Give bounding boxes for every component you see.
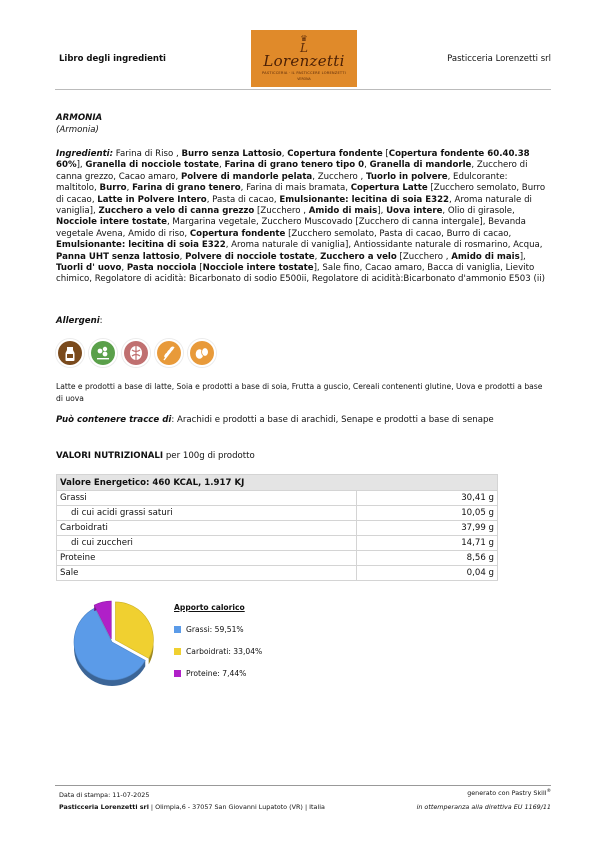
traces-text: : Arachidi e prodotti a base di arachidi, Senape e prodotti a base di senape (171, 415, 494, 425)
ingredients-list (56, 149, 545, 284)
allergen-ingredient: Zucchero a velo (320, 251, 397, 262)
allergens-colon: : (99, 316, 103, 326)
header-divider (55, 89, 551, 90)
footer-divider (55, 785, 551, 786)
ingredient-text: , (121, 263, 127, 274)
ingredient-text: , Aroma naturale di vaniglia], (56, 194, 532, 217)
registered-mark: ® (546, 789, 551, 794)
allergen-ingredient: Granella di nocciole tostate (85, 160, 220, 171)
nuts-allergen-icon (122, 339, 150, 367)
nutrient-value: 8,56 g (357, 551, 498, 566)
ingredient-text: [Zucchero semolato, Pasta di cacao, Burro di cacao, (285, 228, 512, 239)
logo-tagline: PASTICCERIA · IL PASTICCERE LORENZETTI (262, 71, 346, 75)
ingredients-label: Ingredienti: (56, 149, 114, 159)
allergen-ingredient: Zucchero a velo di canna grezzo (98, 206, 255, 217)
nutrition-row (57, 491, 498, 506)
allergen-ingredient: Amido di mais (451, 251, 520, 262)
logo-location: VERONA (297, 77, 311, 81)
nutrient-value: 10,05 g (357, 506, 498, 521)
calorie-pie-chart (68, 590, 168, 694)
allergen-ingredient: Emulsionante: lecitina di soia E322 (279, 194, 450, 205)
nutrient-label: Carboidrati (57, 521, 357, 536)
nutrition-table (56, 474, 498, 581)
allergen-ingredient: Copertura fondente (287, 149, 383, 159)
ingredient-text: , (126, 183, 133, 194)
allergen-ingredient: Uova intere (386, 206, 443, 217)
allergen-ingredient: Copertura fondente (189, 228, 286, 239)
egg-allergen-icon (188, 339, 216, 367)
ingredient-text: [Zucchero , (396, 251, 452, 262)
product-name: ARMONIA (56, 113, 103, 123)
ingredient-text: , Zucchero , (312, 171, 367, 182)
ingredient-text: , Zucchero di canna grezzo, Cacao amaro, (56, 160, 528, 182)
allergen-ingredient: Nocciole intere tostate (202, 263, 314, 274)
allergen-ingredient: Copertura fondente 60.40.38 60% (56, 149, 530, 171)
pie-svg (68, 590, 168, 690)
ingredient-text: [ (382, 149, 389, 159)
print-date: Data di stampa: 11-07-2025 (59, 791, 150, 799)
ingredient-text: ], (377, 206, 387, 217)
nutrition-row (57, 536, 498, 551)
logo-monogram: L (300, 41, 308, 55)
nutrient-label: di cui acidi grassi saturi (57, 506, 357, 521)
legend-swatch (174, 626, 181, 633)
document-title: Libro degli ingredienti (59, 54, 166, 64)
footer-company-address (59, 803, 325, 811)
legend-swatch (174, 648, 181, 655)
nutrient-label: Sale (57, 566, 357, 581)
regulation-note: in ottemperanza alla direttiva EU 1169/11 (416, 803, 551, 811)
legend-item-proteine (174, 669, 246, 678)
nutrient-value: 37,99 g (357, 521, 498, 536)
ingredient-text: , (364, 160, 370, 171)
generator-credit (467, 789, 551, 797)
nutrient-label: Proteine (57, 551, 357, 566)
ingredient-text: , Olio di girasole, (442, 206, 515, 217)
ingredient-text: [Zucchero semolato, Burro di cacao, (56, 183, 546, 205)
nutrient-value: 30,41 g (357, 491, 498, 506)
nutrition-row (57, 566, 498, 581)
traces-label: Può contenere tracce di (56, 415, 172, 425)
crown-icon: ♛ (300, 34, 308, 43)
milk-allergen-icon (56, 339, 84, 367)
allergen-ingredient: Emulsionante: lecitina di soia E322 (56, 240, 226, 251)
allergen-ingredient: Tuorli d' uovo (56, 263, 122, 274)
allergen-ingredient: Farina di grano tenero (132, 183, 241, 194)
logo-name: Lorenzetti (263, 52, 345, 70)
legend-label: Proteine: 7,44% (186, 669, 247, 678)
nutrition-row (57, 506, 498, 521)
nutrition-row (57, 521, 498, 536)
ingredient-text: ], Sale fino, Cacao amaro, Bacca di vaniglia, Lievito chimico, Regolatore di acidità: Bicarbonato di sodio E500ii, Regolatore di acidità:Bicarbonato d'ammonio E503 (ii) (56, 263, 545, 285)
ingredient-text: [Zucchero , (254, 206, 309, 217)
ingredient-text: , Pasta di cacao, (206, 194, 280, 205)
ingredients-paragraph (56, 149, 548, 286)
legend-label: Grassi: 59,51% (186, 625, 244, 634)
allergens-label: Allergeni (56, 316, 100, 326)
ingredient-text: , (281, 149, 288, 159)
ingredient-text: ], (76, 160, 86, 171)
nutrient-label: Grassi (57, 491, 357, 506)
allergen-ingredient: Latte in Polvere Intero (97, 194, 207, 205)
allergen-ingredient: Nocciole intere tostate (56, 217, 167, 228)
header-company: Pasticceria Lorenzetti srl (447, 54, 551, 64)
legend-swatch (174, 670, 181, 677)
energy-row (57, 475, 498, 491)
ingredient-text: [ (196, 263, 203, 274)
allergen-ingredient: Burro senza Lattosio (181, 149, 282, 159)
generator-text: generato con Pastry Skill (467, 789, 547, 798)
allergen-ingredient: Granella di mandorle (369, 160, 472, 171)
traces-statement (56, 415, 548, 425)
ingredient-text: ], (519, 251, 526, 262)
ingredient-text: , Farina di mais bramata, (240, 183, 351, 194)
footer-address: | Olimpia,6 - 37057 San Giovanni Lupatoto (VR) | Italia (148, 803, 325, 811)
allergen-ingredient: Polvere di nocciole tostate (185, 251, 315, 262)
legend-label: Carboidrati: 33,04% (186, 647, 263, 656)
nutrition-title-suffix: per 100g di prodotto (163, 451, 255, 461)
nutrition-row (57, 551, 498, 566)
ingredient-text: , Margarina vegetale, Zucchero Muscovado [Zucchero di canna intergale], Bevanda vegetale Avena, Amido di riso, (56, 217, 526, 239)
nutrient-value: 0,04 g (357, 566, 498, 581)
ingredient-text: , Aroma naturale di vaniglia], Antiossidante naturale di rosmarino, Acqua, (225, 240, 543, 251)
allergen-ingredient: Farina di grano tenero tipo 0 (224, 160, 365, 171)
legend-item-grassi (174, 625, 244, 634)
allergen-ingredient: Amido di mais (308, 206, 378, 217)
ingredient-text: , (219, 160, 225, 171)
allergen-ingredient: Tuorlo in polvere (366, 171, 448, 182)
ingredient-text: , (179, 251, 186, 262)
allergens-list: Latte e prodotti a base di latte, Soia e prodotti a base di soia, Frutta a guscio, Cereali contenenti glutine, Uova e prodotti a base di uova (56, 382, 543, 403)
footer-company: Pasticceria Lorenzetti srl (59, 803, 149, 811)
allergens-heading (56, 316, 103, 326)
product-subtitle: (Armonia) (56, 125, 99, 135)
ingredient-text: , Edulcorante: maltitolo, (56, 171, 508, 194)
allergen-ingredient: Pasta nocciola (126, 263, 197, 274)
ingredient-text: Farina di Riso , (113, 149, 182, 159)
gluten-allergen-icon (155, 339, 183, 367)
company-logo (251, 30, 357, 87)
legend-item-carboidrati (174, 647, 262, 656)
allergen-ingredient: Polvere di mandorle pelata (180, 171, 313, 182)
nutrient-value: 14,71 g (357, 536, 498, 551)
allergen-ingredient: Copertura Latte (350, 183, 428, 194)
chart-title: Apporto calorico (174, 603, 245, 612)
ingredient-text: , (314, 251, 321, 262)
nutrition-heading (56, 451, 255, 461)
allergen-ingredient: Panna UHT senza lattosio (56, 251, 180, 262)
nutrition-title: VALORI NUTRIZIONALI (56, 451, 164, 461)
allergen-ingredient: Burro (99, 183, 127, 194)
nutrient-label: di cui zuccheri (57, 536, 357, 551)
energy-value: Valore Energetico: 460 KCAL, 1.917 KJ (57, 475, 498, 491)
soy-allergen-icon (89, 339, 117, 367)
